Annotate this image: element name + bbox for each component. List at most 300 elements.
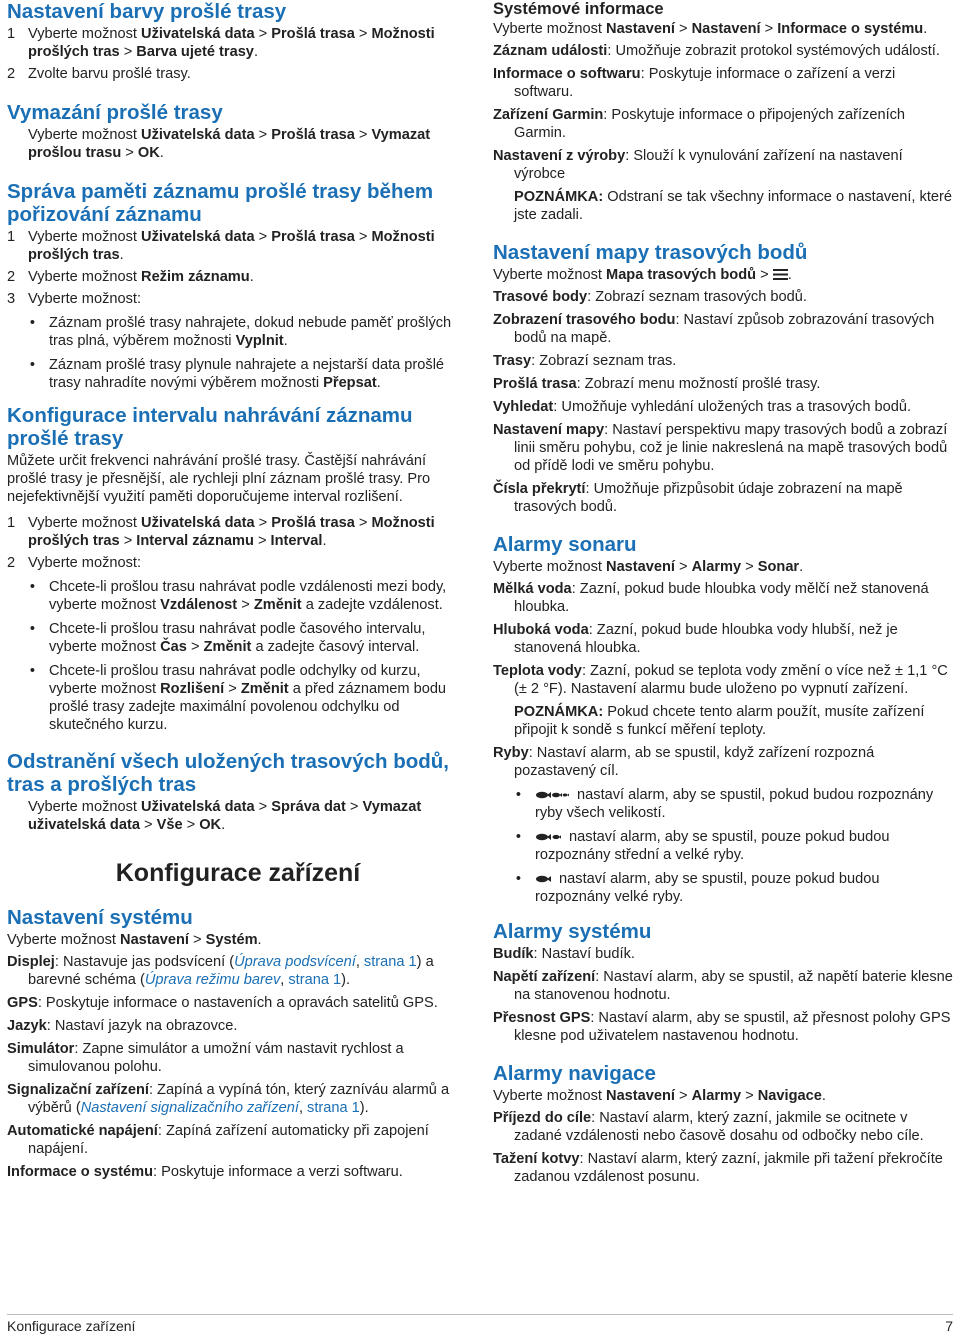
- text: >: [119, 533, 137, 549]
- list-item: [493, 786, 953, 822]
- menu-ref: Vymazat prošlou trasu: [28, 127, 431, 161]
- term: Budík: [493, 946, 534, 962]
- section-record-interval: [7, 404, 469, 734]
- term: Zařízení Garmin: [493, 107, 604, 123]
- term: Trasové body: [493, 289, 588, 305]
- text: >: [254, 26, 272, 42]
- step-number: 1: [7, 515, 16, 531]
- definition-item: [7, 1040, 469, 1076]
- text: .: [799, 559, 804, 575]
- section-heading: Vymazání prošlé trasy: [7, 101, 223, 124]
- term: Displej: [7, 954, 55, 970]
- menu-ref: Správa dat: [271, 799, 346, 815]
- right-column: [493, 0, 953, 1191]
- note: [493, 703, 953, 739]
- term: Zobrazení trasového bodu: [493, 312, 676, 328]
- section-heading: Alarmy sonaru: [493, 533, 637, 556]
- text: Vyberte možnost: [493, 559, 607, 575]
- text: .: [221, 817, 226, 833]
- note-label: POZNÁMKA:: [514, 189, 604, 205]
- text: .: [119, 247, 124, 263]
- term: Jazyk: [7, 1018, 47, 1034]
- text: ,: [355, 954, 364, 970]
- definition-item: [493, 580, 953, 616]
- text: >: [254, 127, 272, 143]
- menu-ref: OK: [199, 817, 222, 833]
- text: >: [741, 559, 758, 575]
- term: Trasy: [493, 353, 532, 369]
- section-heading: Odstranění všech uložených trasových bodů, tras a prošlých tras: [7, 750, 450, 796]
- section-system-info: [493, 0, 953, 224]
- term: Signalizační zařízení: [7, 1082, 149, 1098]
- menu-ref: Systém: [205, 932, 258, 948]
- step-number: 3: [7, 291, 16, 307]
- menu-ref: Alarmy: [691, 559, 742, 575]
- menu-ref: Změnit: [240, 681, 289, 697]
- text: ).: [341, 972, 351, 988]
- note-label: POZNÁMKA:: [514, 704, 604, 720]
- definition-item: [493, 421, 953, 475]
- menu-ref: Nastavení: [691, 21, 761, 37]
- step-number: 2: [7, 66, 16, 82]
- definition-item: [7, 1163, 469, 1181]
- section-heading: Nastavení barvy prošlé trasy: [7, 0, 287, 23]
- menu-ref: Vyplnit: [235, 333, 284, 349]
- text: Záznam prošlé trasy plynule nahrajete a nejstarší data prošlé trasy nahradíte novými výběrem možnosti: [49, 357, 445, 391]
- definition-item: [493, 352, 953, 370]
- text: ) a barevné schéma (: [28, 954, 434, 988]
- bullet: •: [29, 357, 35, 373]
- list-item-text: [535, 870, 953, 906]
- definition-item: [7, 1122, 469, 1158]
- spacer: [493, 912, 953, 920]
- spacer: [7, 166, 469, 180]
- page-link[interactable]: strana 1: [288, 972, 342, 988]
- term: Nastavení mapy: [493, 422, 605, 438]
- definition-item: [493, 480, 953, 516]
- text: nastaví alarm, aby se spustil, pouze pokud budou rozpoznány střední a velké ryby.: [535, 829, 890, 863]
- text: >: [760, 21, 778, 37]
- menu-ref: Možnosti prošlých tras: [28, 515, 435, 549]
- bullet: •: [515, 871, 521, 887]
- menu-ref: Barva ujeté trasy: [136, 44, 254, 60]
- text: Vyberte možnost: [28, 229, 142, 245]
- term: Přesnost GPS: [493, 1010, 591, 1026]
- term: Informace o systému: [7, 1164, 153, 1180]
- term: Vyhledat: [493, 399, 554, 415]
- menu-ref: Interval: [270, 533, 323, 549]
- term: Simulátor: [7, 1041, 75, 1057]
- menu-ref: Interval záznamu: [136, 533, 254, 549]
- definition-item: [7, 1081, 469, 1117]
- step-number: 2: [7, 555, 16, 571]
- paragraph: [7, 931, 469, 949]
- section-heading: Alarmy systému: [493, 920, 652, 943]
- paragraph: [493, 20, 953, 38]
- text: .: [376, 375, 381, 391]
- menu-ref: Uživatelská data: [141, 799, 255, 815]
- text: .: [283, 333, 288, 349]
- definition-item: [7, 994, 469, 1012]
- paragraph: [493, 1087, 953, 1105]
- fish-small-medium-large-icon: [535, 790, 569, 800]
- text: : Zobrazí seznam trasových bodů.: [587, 289, 807, 305]
- definition-item: [7, 953, 469, 989]
- text: : Umožňuje přizpůsobit údaje zobrazení na mapě trasových bodů.: [514, 481, 903, 515]
- section-delete-all: [7, 750, 469, 834]
- text: : Nastaví jazyk na obrazovce.: [46, 1018, 238, 1034]
- text: : Nastaví alarm, aby se spustil, až přesnost polohy GPS klesne pod uživatelem nastavenou hodnotu.: [514, 1010, 951, 1044]
- section-sonar-alarms: [493, 533, 953, 906]
- text: .: [249, 269, 254, 285]
- text: >: [121, 145, 138, 161]
- step-text: Vyberte možnost:: [28, 555, 142, 571]
- text: >: [674, 21, 692, 37]
- definition-item: [493, 662, 953, 698]
- text: Vyberte možnost: [493, 1088, 607, 1104]
- text: >: [674, 559, 692, 575]
- text: Pokud chcete tento alarm použít, musíte zařízení připojit k sondě s funkcí měření teploty.: [514, 704, 925, 738]
- text: : Poskytuje informace o nastaveních a opravách satelitů GPS.: [37, 995, 438, 1011]
- term: Hluboká voda: [493, 622, 589, 638]
- definition-item: [493, 1009, 953, 1045]
- paragraph: [493, 266, 953, 284]
- step: [7, 228, 469, 264]
- definition-item: [493, 968, 953, 1004]
- text: a před záznamem bodu prošlé trasy zadejte maximální povolenou odchylku od skutečného kurzu.: [49, 681, 447, 733]
- text: Vyberte možnost: [493, 267, 607, 283]
- bullet: •: [29, 621, 35, 637]
- bullet: •: [29, 315, 35, 331]
- menu-ref: Navigace: [757, 1088, 822, 1104]
- spacer: [7, 740, 469, 750]
- menu-icon: [773, 269, 788, 280]
- subsection-heading: Systémové informace: [493, 0, 664, 18]
- spacer: [493, 521, 953, 533]
- text: .: [821, 1088, 826, 1104]
- menu-ref: Režim záznamu: [141, 269, 250, 285]
- term: Nastavení z výroby: [493, 148, 626, 164]
- bullet-list: [7, 578, 469, 734]
- text: nastaví alarm, aby se spustil, pouze pokud budou rozpoznány velké ryby.: [535, 871, 880, 905]
- list-item: [7, 356, 469, 392]
- page-link[interactable]: strana 1: [307, 1100, 360, 1116]
- text: Vyberte možnost: [28, 799, 142, 815]
- text: : Zobrazí menu možností prošlé trasy.: [576, 376, 821, 392]
- definition-item: [493, 398, 953, 416]
- text: : Zapíná zařízení automaticky při zapojení napájení.: [28, 1123, 429, 1157]
- term: Informace o softwaru: [493, 66, 641, 82]
- text: : Slouží k vynulování zařízení na nastavení výrobce: [514, 148, 903, 182]
- text: >: [254, 799, 272, 815]
- text: >: [354, 127, 372, 143]
- definition-item: [493, 621, 953, 657]
- list-item-text: [49, 314, 469, 350]
- text: : Nastaví alarm, aby se spustil, až napětí baterie klesne na stanovenou hodnotu.: [514, 969, 953, 1003]
- bullet-list: [7, 314, 469, 392]
- page-number: 7: [945, 1318, 953, 1334]
- text: >: [188, 932, 206, 948]
- text: .: [257, 932, 262, 948]
- text: >: [254, 515, 272, 531]
- bullet: •: [29, 579, 35, 595]
- definition-item: [493, 288, 953, 306]
- section-waypoint-map: [493, 241, 953, 516]
- paragraph: [7, 798, 469, 834]
- text: Vyberte možnost: [493, 21, 607, 37]
- step-text: [28, 268, 469, 286]
- step-text: [28, 228, 469, 264]
- list-item: [7, 620, 469, 656]
- spacer: [493, 229, 953, 241]
- step-number: 1: [7, 26, 16, 42]
- list-item-text: [535, 828, 953, 864]
- menu-ref: Uživatelská data: [141, 127, 255, 143]
- menu-ref: Nastavení: [606, 1088, 675, 1104]
- left-column: [7, 0, 469, 1186]
- menu-ref: Změnit: [253, 597, 302, 613]
- term: Ryby: [493, 745, 529, 761]
- menu-ref: Vše: [156, 817, 183, 833]
- menu-ref: Možnosti prošlých tras: [28, 229, 435, 263]
- menu-ref: Sonar: [757, 559, 800, 575]
- text: >: [345, 799, 363, 815]
- list-item-text: [49, 620, 469, 656]
- text: : Zapíná a vypíná tón, který zazníváu alarmů a výběrů (: [28, 1082, 450, 1116]
- text: Vyberte možnost: [28, 515, 142, 531]
- term: Záznam události: [493, 43, 608, 59]
- text: >: [354, 26, 372, 42]
- menu-ref: Přepsat: [323, 375, 377, 391]
- menu-ref: Prošlá trasa: [271, 26, 355, 42]
- text: >: [237, 597, 254, 613]
- section-delete-track: [7, 101, 469, 162]
- fish-medium-large-icon: [535, 832, 561, 842]
- cross-ref-link[interactable]: Nastavení signalizačního zařízení: [80, 1100, 299, 1116]
- definition-item: [493, 65, 953, 101]
- note: [493, 188, 953, 224]
- cross-ref-link[interactable]: Úprava podsvícení: [234, 954, 356, 970]
- text: >: [224, 681, 241, 697]
- text: Odstraní se tak všechny informace o nastavení, které jste zadali.: [514, 189, 952, 223]
- menu-ref: Nastavení: [606, 559, 675, 575]
- paragraph: Můžete určit frekvenci nahrávání prošlé trasy. Častější nahrávání prošlé trasy je přesnější, ale rychleji plní záznam prošlé trasy. Pro nejefektivnější využití paměti doporučujeme interval rozlišení.: [7, 453, 431, 505]
- section-track-color: [7, 0, 469, 83]
- list-item: [7, 662, 469, 734]
- text: >: [182, 817, 200, 833]
- list-item: [493, 870, 953, 906]
- text: Chcete-li prošlou trasu nahrávat podle časového intervalu, vyberte možnost: [49, 621, 426, 655]
- text: : Nastaví alarm, který zazní, jakmile při tažení překročíte zadanou vzdálenost posunu.: [514, 1151, 943, 1185]
- text: Vyberte možnost: [28, 127, 142, 143]
- text: .: [923, 21, 928, 37]
- term: GPS: [7, 995, 38, 1011]
- menu-ref: Prošlá trasa: [271, 515, 355, 531]
- section-track-memory: [7, 180, 469, 392]
- term: Napětí zařízení: [493, 969, 596, 985]
- spacer: [493, 1050, 953, 1062]
- text: .: [322, 533, 327, 549]
- step-text: Zvolte barvu prošlé trasy.: [28, 66, 191, 82]
- text: : Umožňuje vyhledání uložených tras a trasových bodů.: [553, 399, 912, 415]
- definition-item: [493, 147, 953, 183]
- menu-ref: Informace o systému: [777, 21, 924, 37]
- definition-item: [7, 1017, 469, 1035]
- term: Prošlá trasa: [493, 376, 577, 392]
- section-system-alarms: [493, 920, 953, 1045]
- page-link[interactable]: strana 1: [363, 954, 417, 970]
- text: : Zapne simulátor a umožní vám nastavit rychlost a simulovanou polohu.: [28, 1041, 404, 1075]
- text: .: [253, 44, 258, 60]
- text: : Nastaví alarm, který zazní, jakmile se ocitnete v zadané vzdálenosti nebo časově dosahu od odbočky nebo cíle.: [514, 1110, 924, 1144]
- text: Vyberte možnost: [7, 932, 121, 948]
- text: : Zazní, pokud se teplota vody změní o více než ± 1,1 °C (± 2 °F). Nastavení alarmu bude uloženo po vypnutí zařízení.: [514, 663, 948, 697]
- step: [7, 268, 469, 286]
- text: ,: [280, 972, 289, 988]
- step-text: Vyberte možnost:: [28, 291, 142, 307]
- text: : Zobrazí seznam tras.: [531, 353, 677, 369]
- term: Mělká voda: [493, 581, 572, 597]
- step: [7, 554, 469, 572]
- step-number: 1: [7, 229, 16, 245]
- bullet-list: [493, 786, 953, 906]
- text: Vyberte možnost: [28, 26, 142, 42]
- bullet: •: [29, 663, 35, 679]
- menu-ref: Uživatelská data: [141, 515, 255, 531]
- section-heading: Konfigurace intervalu nahrávání záznamu prošlé trasy: [7, 404, 413, 450]
- list-item: [7, 314, 469, 350]
- definition-item: [493, 311, 953, 347]
- definition-item: [493, 1150, 953, 1186]
- text: ).: [359, 1100, 369, 1116]
- text: >: [354, 229, 372, 245]
- footer-section-name: Konfigurace zařízení: [7, 1318, 136, 1334]
- spacer: [7, 87, 469, 101]
- spacer: [7, 838, 469, 858]
- bullet: •: [515, 787, 521, 803]
- text: : Nastaví perspektivu mapy trasových bodů a zobrazí linii směru pohybu, což je linie nakreslená na mapě trasových bodů od přídě lodi ve směru pohybu.: [514, 422, 948, 474]
- step: [7, 290, 469, 308]
- text: >: [756, 267, 773, 283]
- spacer: [7, 888, 469, 906]
- fish-large-icon: [535, 874, 551, 884]
- text: : Zazní, pokud bude hloubka vody mělčí než stanovená hloubka.: [514, 581, 929, 615]
- text: : Umožňuje zobrazit protokol systémových událostí.: [607, 43, 940, 59]
- section-navigation-alarms: [493, 1062, 953, 1186]
- paragraph: [7, 126, 469, 162]
- definition-item: [493, 945, 953, 963]
- step-text: [28, 514, 469, 550]
- text: >: [674, 1088, 692, 1104]
- text: : Nastavuje jas podsvícení (: [54, 954, 235, 970]
- menu-ref: Možnosti prošlých tras: [28, 26, 435, 60]
- section-heading: Nastavení systému: [7, 906, 193, 929]
- menu-ref: Nastavení: [606, 21, 675, 37]
- text: >: [186, 639, 204, 655]
- text: Vyberte možnost: [28, 269, 142, 285]
- list-item: [7, 578, 469, 614]
- text: Chcete-li prošlou trasu nahrávat podle odchylky od kurzu, vyberte možnost: [49, 663, 421, 697]
- text: : Poskytuje informace o zařízení a verzi softwaru.: [514, 66, 896, 100]
- text: : Poskytuje informace a verzi softwaru.: [153, 1164, 403, 1180]
- text: .: [787, 267, 792, 283]
- menu-ref: Uživatelská data: [141, 229, 255, 245]
- menu-ref: Čas: [160, 639, 187, 655]
- menu-ref: Prošlá trasa: [271, 229, 355, 245]
- definition-item: [493, 744, 953, 780]
- menu-ref: Prošlá trasa: [271, 127, 355, 143]
- chapter-title: Konfigurace zařízení: [115, 859, 361, 887]
- footer-divider: [7, 1314, 953, 1315]
- term: Automatické napájení: [7, 1123, 158, 1139]
- list-item-text: [49, 356, 469, 392]
- section-system-settings: [7, 906, 469, 1181]
- list-item: [493, 828, 953, 864]
- step-number: 2: [7, 269, 16, 285]
- text: : Zazní, pokud bude hloubka vody hlubší, než je stanovená hloubka.: [514, 622, 898, 656]
- section-heading: Alarmy navigace: [493, 1062, 656, 1085]
- menu-ref: Mapa trasových bodů: [606, 267, 757, 283]
- menu-ref: Alarmy: [691, 1088, 742, 1104]
- step: [7, 514, 469, 550]
- list-item-text: [535, 786, 953, 822]
- text: nastaví alarm, aby se spustil, pokud budou rozpoznány ryby všech velikostí.: [535, 787, 934, 821]
- menu-ref: Vzdálenost: [160, 597, 238, 613]
- text: : Nastaví způsob zobrazování trasových bodů na mapě.: [514, 312, 935, 346]
- text: >: [354, 515, 372, 531]
- term: Příjezd do cíle: [493, 1110, 592, 1126]
- text: a zadejte časový interval.: [251, 639, 420, 655]
- term: Tažení kotvy: [493, 1151, 580, 1167]
- text: ,: [298, 1100, 308, 1116]
- paragraph: [493, 558, 953, 576]
- text: : Poskytuje informace o připojených zařízeních Garmin.: [514, 107, 906, 141]
- section-heading: Správa paměti záznamu prošlé trasy během pořizování záznamu: [7, 180, 434, 226]
- bullet: •: [515, 829, 521, 845]
- definition-item: [493, 42, 953, 60]
- text: >: [119, 44, 137, 60]
- text: >: [253, 533, 271, 549]
- menu-ref: Nastavení: [120, 932, 189, 948]
- list-item-text: [49, 578, 469, 614]
- menu-ref: Změnit: [203, 639, 252, 655]
- menu-ref: Uživatelská data: [141, 26, 255, 42]
- menu-ref: Vymazat uživatelská data: [28, 799, 422, 833]
- text: : Nastaví budík.: [533, 946, 635, 962]
- term: Čísla překrytí: [493, 481, 586, 497]
- text: Chcete-li prošlou trasu nahrávat podle vzdálenosti mezi body, vyberte možnost: [49, 579, 447, 613]
- list-item-text: [49, 662, 469, 734]
- definition-item: [493, 1109, 953, 1145]
- text: >: [741, 1088, 758, 1104]
- step-text: [28, 25, 469, 61]
- definition-item: [493, 375, 953, 393]
- definition-item: [493, 106, 953, 142]
- step: [7, 65, 469, 83]
- cross-ref-link[interactable]: Úprava režimu barev: [144, 972, 281, 988]
- text: a zadejte vzdálenost.: [301, 597, 443, 613]
- text: >: [139, 817, 157, 833]
- text: Záznam prošlé trasy nahrajete, dokud nebude paměť prošlých tras plná, výběrem možnosti: [49, 315, 452, 349]
- menu-ref: Rozlišení: [160, 681, 225, 697]
- text: .: [159, 145, 164, 161]
- text: >: [254, 229, 272, 245]
- text: : Nastaví alarm, ab se spustil, když zařízení rozpozná pozastavený cíl.: [514, 745, 875, 779]
- term: Teplota vody: [493, 663, 582, 679]
- step: [7, 25, 469, 61]
- section-heading: Nastavení mapy trasových bodů: [493, 241, 808, 264]
- menu-ref: OK: [137, 145, 160, 161]
